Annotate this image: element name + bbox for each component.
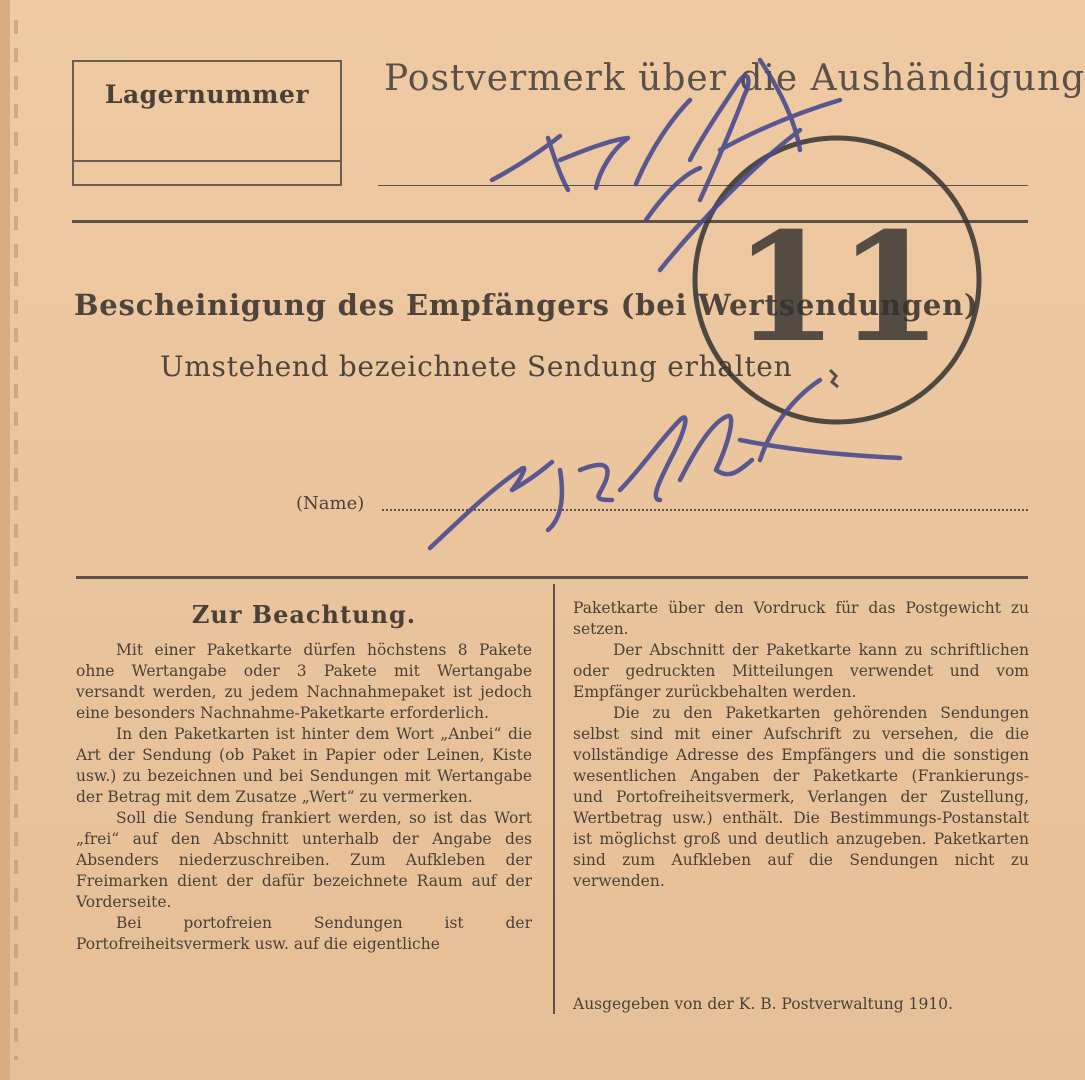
notice-paragraph: Der Abschnitt der Paketkarte kann zu schriftlichen oder gedruckten Mitteilungen verwendet und vom Empfänger zurückbehalten werden. bbox=[573, 641, 1029, 701]
lagernummer-label: Lagernummer bbox=[104, 80, 310, 109]
stamp-number: 11 bbox=[733, 200, 943, 376]
notice-paragraph: In den Paketkarten ist hinter dem Wort „Anbei“ die Art der Sendung (ob Paket in Papier oder Leinen, Kiste usw.) zu bezeichnen und bei Sendungen mit Wertangabe der Betrag mit dem Zusatze „Wert“ zu vermerken. bbox=[76, 725, 532, 806]
issued-by-note: Ausgegeben von der K. B. Postverwaltung 1910. bbox=[573, 995, 953, 1013]
post-delivery-heading: Postvermerk über die Aushändigung bbox=[384, 58, 1085, 99]
handwritten-name bbox=[430, 380, 900, 548]
name-label: (Name) bbox=[296, 493, 365, 514]
notice-paragraph: Die zu den Paketkarten gehörenden Sendungen selbst sind mit einer Aufschrift zu versehen, die die vollständige Adresse des Empfängers und die sonstigen wesentlichen Angaben der Paketkarte (Frankierungs- und Portofreiheitsvermerk, Verlangen der Zustellung, Wertbetrag usw.) enthält. Die Bestimmungs-Postanstalt ist möglichst groß und deutlich anzugeben. Paketkarten sind zum Aufkleben auf die Sendungen nicht zu verwenden. bbox=[573, 704, 1029, 890]
certificate-heading: Bescheinigung des Empfängers (bei Wertsendungen) bbox=[74, 288, 979, 322]
notice-paragraph: Mit einer Paketkarte dürfen höchstens 8 Pakete ohne Wertangabe oder 3 Pakete mit Wertangabe versandt werden, zu jedem Nachnahmepaket ist jedoch eine besonders Nachnahme-Paketkarte erforderlich. bbox=[76, 641, 532, 722]
notice-paragraph: Soll die Sendung frankiert werden, so ist das Wort „frei“ auf den Abschnitt unterhalb der Angabe des Absenders niederzuschreiben. Zum Aufkleben der Freimarken dient der dafür bezeichnete Raum auf der Vorderseite. bbox=[76, 809, 532, 911]
notice-title: Zur Beachtung. bbox=[191, 600, 417, 629]
certificate-subheading: Umstehend bezeichnete Sendung erhalten bbox=[160, 350, 793, 383]
notice-paragraph: Paketkarte über den Vordruck für das Postgewicht zu setzen. bbox=[573, 599, 1029, 638]
notice-paragraph: Bei portofreien Sendungen ist der Portofreiheitsvermerk usw. auf die eigentliche bbox=[76, 914, 532, 953]
postal-stamp bbox=[695, 138, 979, 422]
